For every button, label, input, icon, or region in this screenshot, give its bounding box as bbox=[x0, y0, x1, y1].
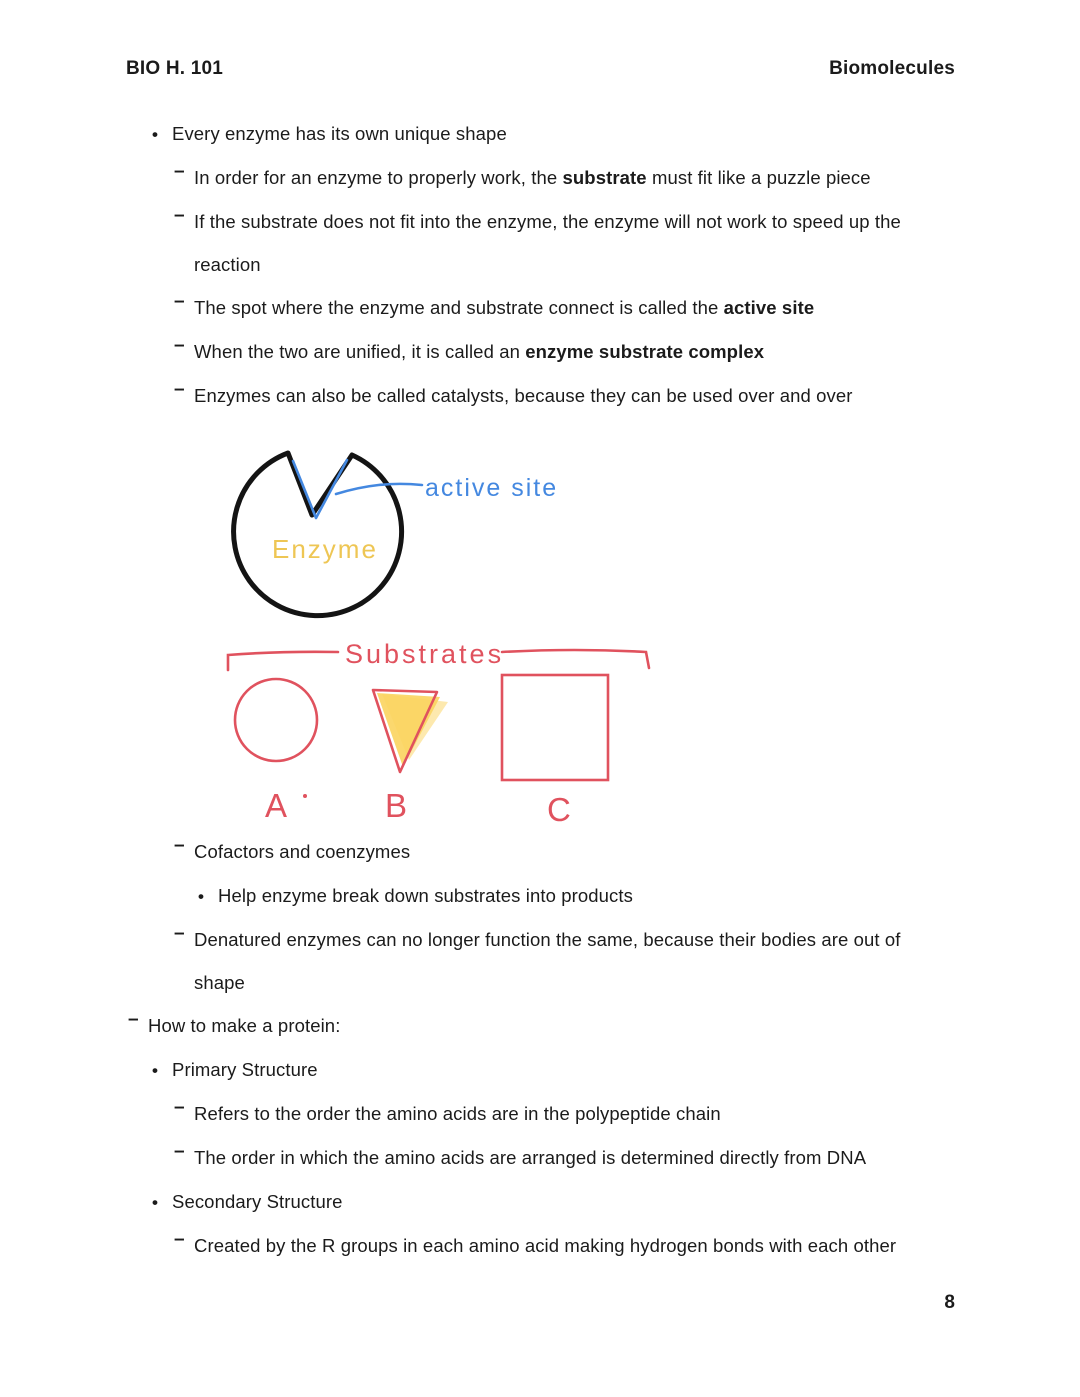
substrate-c-square bbox=[502, 675, 608, 780]
bullet-dash bbox=[174, 1224, 194, 1268]
bullet-dash bbox=[174, 156, 194, 200]
note-text: Enzymes can also be called catalysts, because they can be used over and over bbox=[194, 385, 853, 406]
bullet-dot bbox=[198, 874, 218, 918]
note-line bbox=[0, 1224, 1080, 1268]
course-title: BIO H. 101 bbox=[126, 58, 224, 79]
note-text: Cofactors and coenzymes bbox=[194, 841, 411, 862]
note-text: In order for an enzyme to properly work, the bbox=[194, 167, 563, 188]
note-text: Secondary Structure bbox=[172, 1191, 343, 1212]
bullet-dash bbox=[174, 830, 194, 874]
note-line bbox=[0, 1004, 1080, 1048]
note-line bbox=[0, 112, 1080, 156]
substrates-label: Substrates bbox=[345, 639, 505, 669]
substrate-c-label: C bbox=[547, 791, 571, 828]
note-text: shape bbox=[194, 972, 245, 993]
bullet-dot bbox=[152, 112, 172, 156]
bullet-dash bbox=[174, 330, 194, 374]
note-text: When the two are unified, it is called an bbox=[194, 341, 526, 362]
note-line bbox=[0, 1048, 1080, 1092]
enzyme-substrate-diagram bbox=[210, 440, 1080, 830]
note-text: Refers to the order the amino acids are in the polypeptide chain bbox=[194, 1103, 721, 1124]
note-line bbox=[0, 1136, 1080, 1180]
note-line bbox=[0, 874, 1080, 918]
substrates-bracket-right bbox=[502, 650, 649, 668]
note-line bbox=[0, 156, 1080, 200]
note-text: Primary Structure bbox=[172, 1059, 318, 1080]
bullet-dash bbox=[174, 374, 194, 418]
page-topic: Biomolecules bbox=[829, 58, 955, 79]
bullet-dot bbox=[152, 1180, 172, 1224]
page-number: 8 bbox=[944, 1292, 955, 1313]
bullet-dash bbox=[174, 200, 194, 244]
label-dot bbox=[303, 794, 307, 798]
substrate-b-label: B bbox=[385, 787, 408, 824]
note-text: must fit like a puzzle piece bbox=[646, 167, 871, 188]
bullet-dash bbox=[174, 1136, 194, 1180]
note-text: The order in which the amino acids are arranged is determined directly from DNA bbox=[194, 1147, 867, 1168]
active-site-label: active site bbox=[425, 474, 559, 502]
note-text-bold: substrate bbox=[562, 167, 647, 188]
note-text: Created by the R groups in each amino acid making hydrogen bonds with each other bbox=[194, 1235, 897, 1256]
note-text: The spot where the enzyme and substrate connect is called the bbox=[194, 297, 724, 318]
note-line bbox=[0, 330, 1080, 374]
diagram-svg bbox=[210, 440, 660, 830]
note-text-bold: active site bbox=[723, 297, 815, 318]
note-line bbox=[0, 918, 1080, 1004]
note-text-bold: enzyme substrate complex bbox=[525, 341, 765, 362]
page-header bbox=[0, 0, 1080, 80]
notes-body bbox=[0, 112, 1080, 1268]
note-text: How to make a protein: bbox=[148, 1015, 341, 1036]
note-line bbox=[0, 830, 1080, 874]
substrate-a-label: A bbox=[265, 787, 288, 824]
bullet-dash bbox=[174, 286, 194, 330]
note-line bbox=[0, 286, 1080, 330]
bullet-dot bbox=[152, 1048, 172, 1092]
note-line bbox=[0, 1180, 1080, 1224]
note-line bbox=[0, 374, 1080, 418]
note-text: If the substrate does not fit into the enzyme, the enzyme will not work to speed up the bbox=[194, 211, 901, 232]
bullet-dash bbox=[174, 918, 194, 962]
substrates-bracket-left bbox=[228, 652, 338, 670]
bullet-dash bbox=[128, 1004, 148, 1048]
note-text: Denatured enzymes can no longer function the same, because their bodies are out of bbox=[194, 929, 901, 950]
note-line bbox=[0, 1092, 1080, 1136]
note-text: Every enzyme has its own unique shape bbox=[172, 123, 507, 144]
active-site-pointer bbox=[336, 484, 422, 494]
substrate-a-circle bbox=[235, 679, 317, 761]
bullet-dash bbox=[174, 1092, 194, 1136]
enzyme-label: Enzyme bbox=[272, 534, 378, 564]
note-line bbox=[0, 200, 1080, 286]
note-text: reaction bbox=[194, 254, 261, 275]
note-text: Help enzyme break down substrates into products bbox=[218, 885, 633, 906]
